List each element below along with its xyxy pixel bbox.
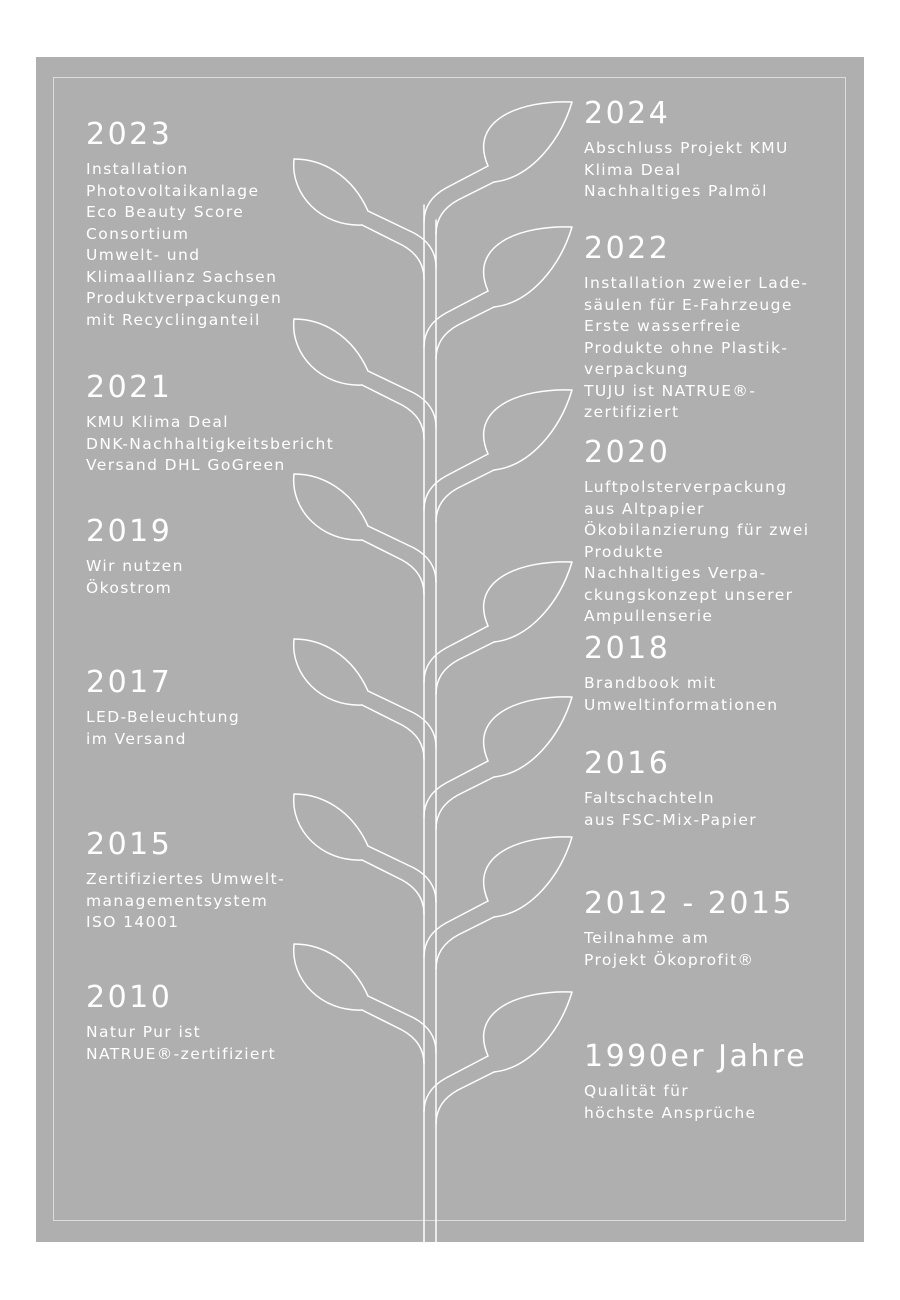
timeline-entry-2023: [86, 116, 282, 331]
milestone-text: Umweltinformationen: [584, 695, 779, 714]
leaf-shape: [484, 390, 572, 470]
milestone-text: Eco Beauty Score: [86, 203, 245, 221]
leaf-shape: [294, 944, 368, 1010]
vine-branch: [368, 846, 436, 902]
milestone-text: Klima Deal: [584, 160, 682, 179]
timeline-year: 2024: [584, 96, 671, 131]
timeline-year: 2015: [86, 827, 173, 862]
milestone-text: Brandbook mit: [584, 674, 717, 692]
milestone-text: Nachhaltiges Verpa-: [584, 564, 767, 582]
milestone-text: verpackung: [584, 360, 689, 378]
vine-branch: [424, 626, 488, 682]
vine-branch: [436, 777, 494, 829]
leaf-shape: [294, 794, 368, 860]
milestone-text: Installation: [86, 160, 189, 178]
vine-branch: [436, 917, 494, 969]
milestone-text: Natur Pur ist: [86, 1023, 202, 1041]
milestone-text: Erste wasserfreie: [584, 317, 742, 335]
vine-branch: [424, 901, 488, 957]
milestone-text: Consortium: [86, 224, 190, 243]
timeline-year: 2012 - 2015: [584, 886, 795, 921]
vine-branch: [424, 454, 488, 510]
timeline-year: 2023: [86, 117, 173, 152]
leaf-shape: [484, 562, 572, 642]
milestone-text: Wir nutzen: [86, 557, 184, 575]
timeline-entry-2010: [86, 979, 276, 1065]
timeline-entry-2019: [86, 513, 184, 599]
milestone-text: Qualität für: [584, 1082, 690, 1100]
vine-branch: [436, 182, 494, 234]
leaf-shape: [484, 227, 572, 307]
milestone-text: Projekt Ökoprofit®: [584, 950, 755, 969]
timeline-year: 1990er Jahre: [584, 1039, 808, 1074]
milestone-text: Teilnahme am: [584, 929, 710, 947]
milestone-text: mit Recyclinganteil: [86, 310, 261, 329]
vine-branch: [368, 691, 436, 747]
timeline-entry-2017: [86, 664, 240, 750]
timeline-entry-1990er: [584, 1038, 807, 1124]
milestone-text: LED-Beleuchtung: [86, 708, 241, 726]
timeline-entry-2015: [86, 826, 285, 934]
leaf-shape: [294, 474, 368, 540]
timeline-year: 2021: [86, 370, 173, 405]
milestone-text: DNK-Nachhaltigkeitsbericht: [86, 434, 335, 453]
vine-branch: [436, 307, 494, 359]
milestone-text: managementsystem: [86, 891, 269, 910]
timeline-year: 2010: [86, 980, 173, 1015]
milestone-text: Luftpolsterverpackung: [584, 478, 788, 496]
vine-branch: [368, 526, 436, 582]
milestone-text: aus FSC-Mix-Papier: [584, 810, 758, 829]
milestone-text: Ökostrom: [86, 578, 173, 597]
vine-branch: [424, 291, 488, 347]
timeline-entry-2018: [584, 630, 778, 716]
leaf-shape: [484, 837, 572, 917]
milestone-text: Zertifiziertes Umwelt-: [86, 870, 286, 888]
milestone-text: Installation zweier Lade-: [584, 274, 809, 292]
timeline-entry-2016: [584, 745, 757, 831]
milestone-text: höchste Ansprüche: [584, 1103, 757, 1122]
milestone-text: Abschluss Projekt KMU: [584, 139, 789, 157]
timeline-year: 2019: [86, 514, 173, 549]
timeline-year: 2022: [584, 231, 671, 266]
milestone-text: Klimaallianz Sachsen: [86, 267, 278, 286]
milestone-text: im Versand: [86, 729, 187, 748]
milestone-text: ISO 14001: [86, 913, 180, 931]
leaf-shape: [484, 992, 572, 1072]
milestone-text: Produkte ohne Plastik-: [584, 338, 789, 357]
vine-branch: [424, 1056, 488, 1112]
milestone-text: Photovoltaikanlage: [86, 181, 260, 200]
timeline-year: 2020: [584, 435, 671, 470]
leaf-shape: [484, 697, 572, 777]
milestone-text: TUJU ist NATRUE®-: [584, 381, 757, 400]
leaf-shape: [294, 159, 368, 225]
timeline-year: 2017: [86, 665, 173, 700]
vine-branch: [436, 1072, 494, 1124]
vine-branch: [368, 996, 436, 1052]
milestone-text: Nachhaltiges Palmöl: [584, 182, 768, 200]
timeline-entry-2020: [584, 434, 809, 628]
vine-branch: [436, 470, 494, 522]
vine-branch: [368, 211, 436, 267]
milestone-text: Ampullenserie: [584, 607, 714, 625]
milestone-text: aus Altpapier: [584, 499, 705, 518]
leaf-shape: [484, 102, 572, 182]
milestone-text: säulen für E-Fahrzeuge: [584, 295, 793, 314]
timeline-year: 2016: [584, 746, 671, 781]
vine-branch: [424, 166, 488, 222]
vine-branch: [424, 761, 488, 817]
leaf-shape: [294, 639, 368, 705]
timeline-entry-2012-2015: [584, 885, 794, 971]
milestone-text: NATRUE®-zertifiziert: [86, 1044, 277, 1063]
milestone-text: zertifiziert: [584, 403, 680, 421]
vine-branch: [368, 371, 436, 427]
milestone-text: Produkte: [584, 542, 665, 561]
milestone-text: ckungskonzept unserer: [584, 585, 794, 604]
milestone-text: Versand DHL GoGreen: [86, 456, 286, 474]
timeline-entry-2024: [584, 95, 789, 203]
timeline-entry-2022: [584, 230, 808, 424]
milestone-text: Faltschachteln: [584, 789, 715, 807]
timeline-year: 2018: [584, 631, 671, 666]
milestone-text: Produktverpackungen: [86, 289, 283, 307]
timeline-entry-2021: [86, 369, 334, 477]
vine-branch: [436, 642, 494, 694]
milestone-text: Ökobilanzierung für zwei: [584, 521, 810, 539]
milestone-text: Umwelt- und: [86, 246, 201, 264]
milestone-text: KMU Klima Deal: [86, 413, 229, 431]
